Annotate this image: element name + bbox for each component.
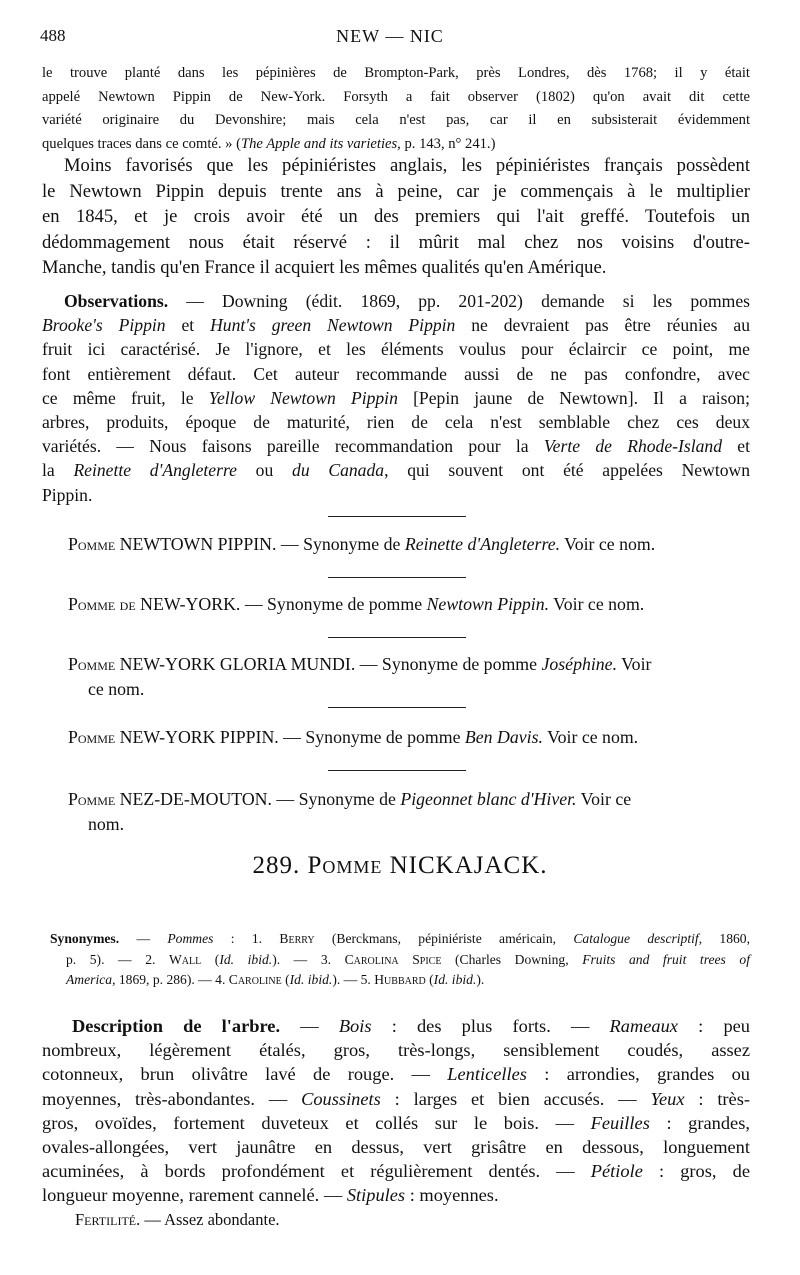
text-run: — — [280, 1016, 339, 1036]
text-run: en 1845, et je crois avoir été un des premiers qui l'ait greffé. Toutefois un — [42, 206, 750, 227]
text-line — [68, 725, 744, 750]
text-run: NEWTOWN PIPPIN. — Synonyme de — [115, 534, 405, 554]
section-title — [0, 852, 800, 880]
text-run: et — [722, 436, 750, 457]
text-run: NEZ-DE-MOUTON. — Synonyme de — [115, 789, 401, 809]
small-caps-text: Pomme — [68, 534, 116, 554]
text-line — [42, 1038, 750, 1062]
text-run: ). — 5. — [332, 972, 375, 987]
running-title: NEW — NIC — [336, 26, 444, 46]
intro-quote-paragraph — [42, 62, 750, 156]
small-caps-text: Carolina Spice — [344, 951, 442, 967]
synonym-entry — [68, 592, 744, 617]
text-run: Manche, tandis qu'en France il acquiert les mêmes qualités qu'en Amérique. — [42, 257, 607, 278]
small-caps-text: Hubbard — [374, 972, 426, 987]
divider-rule — [328, 516, 466, 517]
observations-paragraph — [42, 289, 750, 507]
text-run: cotonneux, brun olivâtre lavé de rouge. — — [42, 1064, 448, 1085]
small-caps-text: Pomme de — [68, 594, 136, 614]
synonym-entry — [68, 532, 744, 557]
text-line — [42, 62, 750, 86]
bold-heading-text: Synonymes. — [50, 931, 120, 946]
italic-text: Catalogue descriptif — [573, 931, 699, 946]
italic-text: Id. ibid. — [433, 972, 477, 987]
synonym-entry — [68, 787, 744, 837]
text-line — [42, 483, 750, 507]
text-line — [42, 1014, 750, 1038]
tree-description-paragraph — [42, 1014, 750, 1208]
text-line — [42, 410, 750, 434]
italic-text: Stipules — [346, 1185, 406, 1206]
text-run: ovales-allongées, vert jaunâtre en dessus, vert grisâtre en dessous, longuement — [42, 1137, 750, 1158]
small-caps-text: Berry — [279, 931, 315, 946]
divider-rule — [328, 707, 466, 708]
text-run: Voir ce — [576, 789, 632, 809]
bold-heading-text: Observations. — [64, 291, 169, 311]
text-run: ). — [476, 972, 485, 987]
text-run: : arrondies, grandes ou — [526, 1064, 751, 1085]
text-run: : larges et bien accusés. — — [380, 1088, 651, 1109]
italic-text: Reinette d'Angleterre. — [404, 534, 561, 554]
text-run: variétés. — Nous faisons pareille recommandation pour la — [42, 436, 544, 457]
text-run: le Newtown Pippin depuis trente ans à peine, car je commençais à le multiplier — [42, 180, 750, 202]
italic-text: Yeux — [650, 1088, 685, 1109]
text-run: — Downing (édit. 1869, pp. 201-202) demande si les pommes — [168, 291, 750, 311]
text-run: la — [42, 460, 74, 481]
text-line — [42, 230, 750, 256]
italic-text: Id. ibid. — [289, 972, 333, 987]
text-line — [42, 109, 750, 133]
text-run: gros, ovoïdes, fortement duveteux et collés sur le bois. — — [42, 1112, 591, 1133]
text-line — [42, 1111, 750, 1135]
text-run: : grandes, — [649, 1112, 750, 1133]
italic-text: Id. ibid. — [219, 951, 273, 967]
italic-text: Newtown Pippin. — [426, 594, 550, 614]
text-line — [42, 86, 750, 110]
text-run: : très- — [684, 1088, 750, 1109]
text-run: acuminées, à bords profondément et régulièrement dentés. — — [42, 1161, 591, 1182]
synonym-entry — [68, 725, 744, 750]
text-line — [42, 1159, 750, 1183]
text-run: longueur moyenne, rarement cannelé. — — [42, 1185, 347, 1206]
synonymes-paragraph — [50, 929, 750, 991]
text-line — [75, 1208, 475, 1232]
text-run: fruit ici caractérisé. Je l'ignore, et les éléments voulus pour éclaircir ce point, me — [42, 339, 750, 360]
text-run: Voir ce nom. — [542, 727, 639, 747]
text-run: dédommagement nous était réservé : il mûrit mal chez nos voisins d'outre- — [42, 231, 750, 253]
text-line — [68, 652, 744, 677]
text-run: NEW-YORK. — Synonyme de pomme — [135, 594, 427, 614]
italic-text: Joséphine. — [541, 654, 618, 674]
text-run: nombreux, légèrement étalés, gros, très-longs, sensiblement coudés, assez — [42, 1040, 750, 1061]
text-line — [68, 787, 744, 812]
small-caps-text: Pomme — [68, 654, 116, 674]
italic-text: du Canada — [292, 460, 385, 481]
text-run: ou — [236, 460, 293, 481]
italic-text: Brooke's Pippin — [42, 315, 166, 336]
text-run: : 1. — [213, 931, 280, 946]
small-caps-text: Wall — [168, 951, 202, 967]
text-run: arbres, produits, époque de maturité, rien de cela n'est semblable chez ces deux — [42, 412, 750, 433]
fertility-line — [75, 1208, 475, 1232]
italic-text: The Apple and its varieties — [240, 135, 398, 152]
text-line — [42, 313, 750, 337]
text-run: (Charles Downing, — [441, 951, 583, 967]
small-caps-text: Pomme — [307, 852, 383, 879]
italic-text: Reinette d'Angleterre — [73, 460, 237, 481]
italic-text: Pétiole — [590, 1161, 643, 1182]
text-line — [42, 153, 750, 179]
text-run: font entièrement défaut. Cet auteur recommande aussi de ne pas confondre, avec — [42, 363, 750, 384]
text-run: appelé Newtown Pippin de New-York. Forsyth a fait observer (1802) qu'on avait dit cette — [42, 88, 750, 105]
text-run: ce même fruit, le — [42, 387, 209, 408]
text-run: nom. — [88, 814, 125, 834]
text-run: , qui souvent ont été appelées Newtown — [384, 460, 751, 481]
text-run: ( — [425, 972, 434, 987]
text-run: et — [165, 315, 211, 336]
italic-text: Ben Davis. — [464, 727, 543, 747]
text-line — [42, 1135, 750, 1159]
text-run: , 1860, — [698, 931, 750, 946]
divider-rule — [328, 577, 466, 578]
text-run: NEW-YORK PIPPIN. — Synonyme de pomme — [115, 727, 465, 747]
bold-heading-text: Description de l'arbre. — [72, 1016, 281, 1036]
text-run: ne devraient pas être réunies au — [455, 315, 750, 336]
text-run: NEW-YORK GLORIA MUNDI. — Synonyme de pomme — [115, 654, 542, 674]
text-run: — Assez abondante. — [140, 1210, 280, 1229]
italic-text: Pigeonnet blanc d'Hiver. — [400, 789, 577, 809]
text-run: (Berckmans, pépiniériste américain, — [314, 931, 574, 946]
text-run: , p. 143, n° 241.) — [397, 135, 496, 152]
italic-text: Pommes — [167, 931, 214, 946]
small-caps-text: Caroline — [228, 972, 282, 987]
text-line — [42, 204, 750, 230]
text-run: moyennes, très-abondantes. — — [42, 1088, 302, 1109]
text-run: Voir ce nom. — [560, 534, 656, 554]
small-caps-text: Pomme — [68, 727, 116, 747]
text-run: — — [119, 931, 168, 946]
nursery-history-paragraph — [42, 153, 750, 281]
divider-rule — [328, 637, 466, 638]
text-run: Moins favorisés que les pépiniéristes anglais, les pépiniéristes français possèdent — [64, 155, 750, 176]
text-run: : peu — [677, 1016, 750, 1036]
italic-text: Feuilles — [590, 1112, 650, 1133]
italic-text: Hunt's green Newtown Pippin — [210, 315, 456, 336]
text-line — [42, 1062, 750, 1086]
text-run: ). — 3. — [272, 951, 345, 967]
text-run: Voir ce nom. — [549, 594, 645, 614]
text-run: : gros, de — [642, 1161, 750, 1182]
synonym-entry — [68, 652, 744, 702]
text-run: le trouve planté dans les pépinières de Brompton-Park, près Londres, dès 1768; il y était — [42, 65, 750, 81]
text-line — [50, 970, 750, 991]
text-line — [42, 1183, 750, 1207]
text-line — [50, 929, 750, 950]
italic-text: Rameaux — [609, 1016, 678, 1036]
text-line — [42, 289, 750, 313]
small-caps-text: Fertilité. — [75, 1210, 141, 1229]
text-line — [42, 1087, 750, 1111]
text-run: quelques traces dans ce comté. » ( — [42, 135, 241, 152]
divider-rule — [328, 770, 466, 771]
italic-text: Coussinets — [301, 1088, 381, 1109]
text-run: p. 5). — 2. — [66, 951, 169, 967]
italic-text: Lenticelles — [447, 1064, 527, 1085]
text-line — [42, 337, 750, 361]
italic-text: Verte de Rhode-Island — [543, 436, 723, 457]
text-line — [68, 677, 744, 702]
italic-text: Yellow Newtown Pippin — [208, 387, 398, 408]
page-number: 488 — [40, 26, 66, 45]
text-run: [Pepin jaune de Newtown]. Il a raison; — [397, 387, 750, 408]
text-line — [42, 179, 750, 205]
text-line — [50, 950, 750, 971]
italic-text: Bois — [338, 1016, 372, 1036]
text-run: ( — [281, 972, 290, 987]
text-line — [68, 592, 744, 617]
text-line — [42, 434, 750, 458]
italic-text: America — [66, 972, 113, 987]
text-line — [42, 386, 750, 410]
text-run: , 1869, p. 286). — 4. — [112, 972, 229, 987]
text-run: : moyennes. — [405, 1185, 499, 1206]
text-line — [42, 458, 750, 482]
text-line — [0, 852, 800, 880]
italic-text: Fruits and fruit trees of — [582, 951, 750, 967]
text-run: ce nom. — [88, 679, 145, 699]
text-run: Pippin. — [42, 484, 93, 505]
text-run: NICKAJACK. — [382, 852, 548, 879]
text-line — [68, 532, 744, 557]
text-run: variété originaire du Devonshire; mais cela n'est pas, car il en subsisterait évidemment — [42, 112, 750, 128]
text-line — [68, 812, 744, 837]
text-line — [42, 362, 750, 386]
small-caps-text: Pomme — [68, 789, 116, 809]
text-run: 289. — [252, 852, 308, 879]
text-run: : des plus forts. — — [371, 1016, 610, 1036]
text-run: Voir — [617, 654, 652, 674]
text-run: ( — [201, 951, 220, 967]
text-line — [42, 255, 750, 281]
